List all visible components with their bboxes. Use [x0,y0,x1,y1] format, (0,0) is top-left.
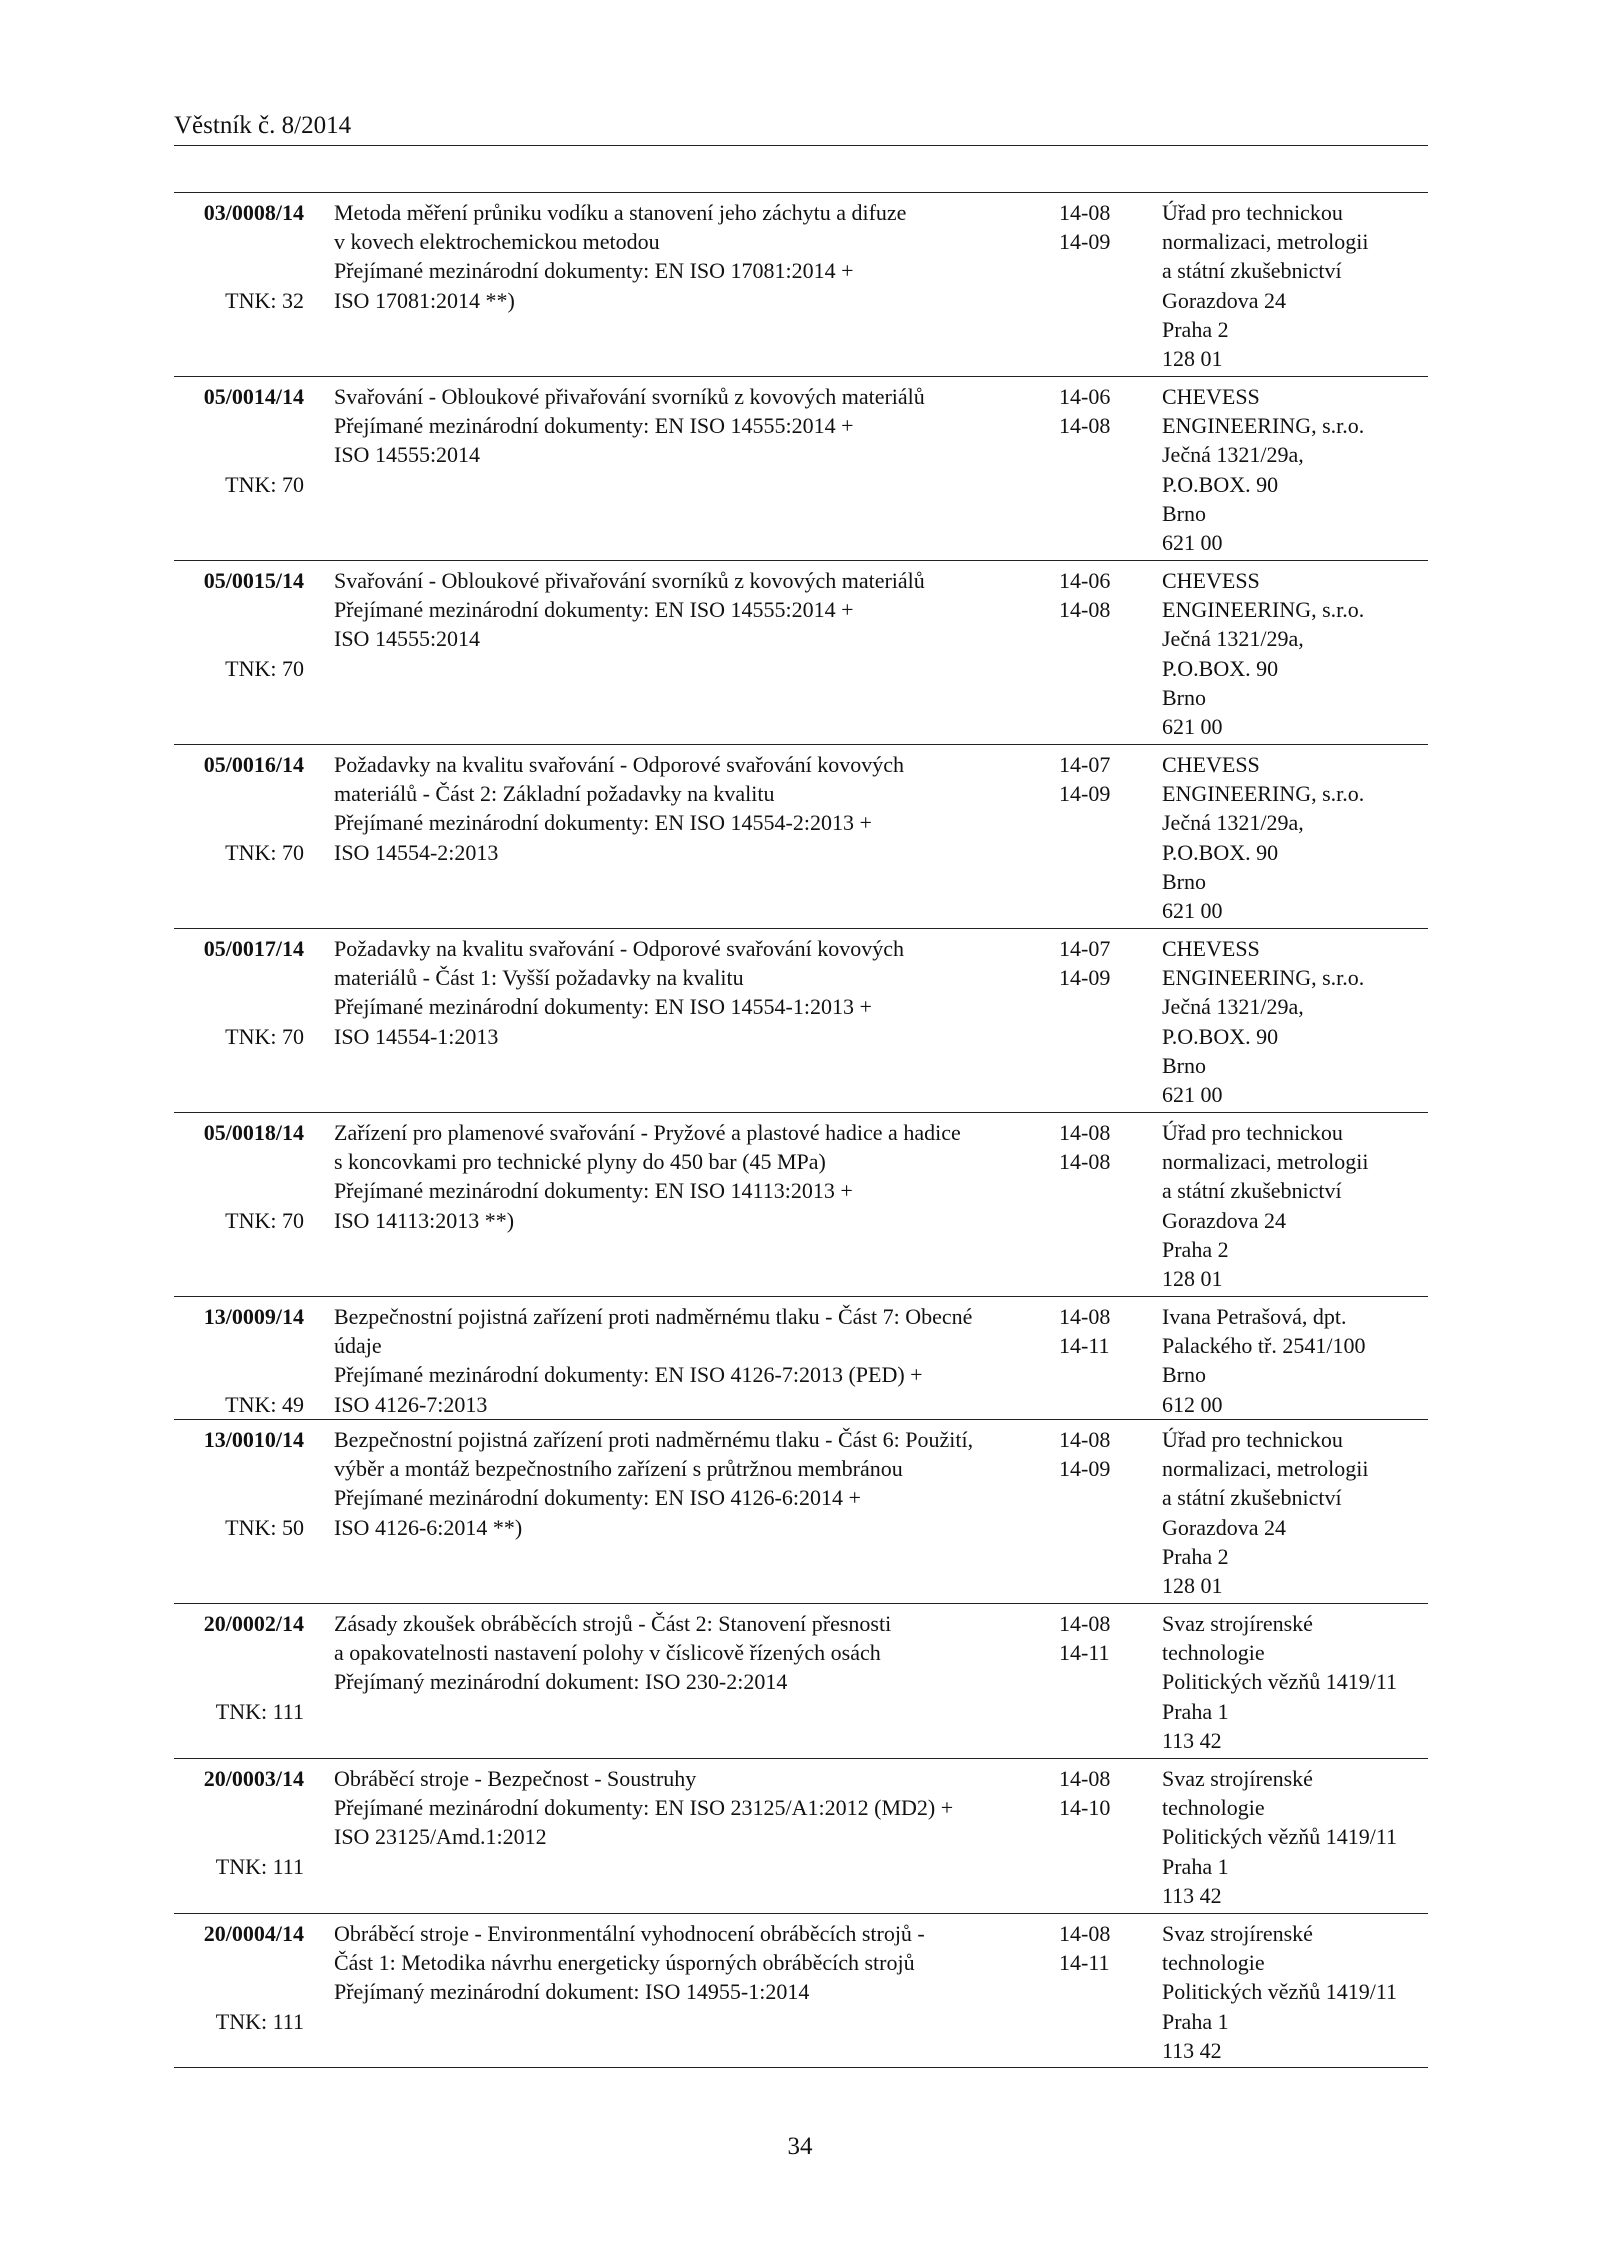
record-dates [1059,382,1139,440]
description-line: ISO 14554-2:2013 [334,839,499,865]
description-line: ISO 14555:2014 [334,442,481,468]
record-dates [1059,566,1139,624]
organization-line: Brno [1162,868,1206,894]
organization-line: Praha 1 [1162,2008,1229,2034]
description-line: Metoda měření průniku vodíku a stanovení jeho záchytu a difuze [334,200,907,225]
description-line: ISO 14555:2014 [334,626,481,652]
organization-line: 621 00 [1162,714,1223,740]
description-line: Přejímaný mezinárodní dokument: ISO 230-2:2014 [334,1669,788,1695]
standard-record [174,376,1428,560]
organization-line: Ječná 1321/29a, [1162,442,1304,468]
description-line: údaje [334,1333,382,1359]
description-line: Svařování - Obloukové přivařování svorníků z kovových materiálů [334,568,925,593]
standard-record [174,1603,1428,1758]
standard-record [174,1296,1428,1419]
record-id-cell [174,1425,304,1600]
record-dates [1059,1118,1139,1176]
record-tnk: TNK: 70 [225,655,304,681]
description-line: Přejímaný mezinárodní dokument: ISO 14955-1:2014 [334,1979,810,2005]
record-id-cell [174,1302,304,1419]
description-line: Zařízení pro plamenové svařování - Pryžové a plastové hadice a hadice [334,1120,961,1145]
record-tnk: TNK: 50 [225,1514,304,1540]
record-number: 05/0018/14 [203,1120,304,1145]
record-dates [1059,198,1139,256]
record-organization [1162,934,1428,1109]
standard-record [174,928,1428,1112]
organization-line: Gorazdova 24 [1162,287,1287,313]
record-id-cell [174,566,304,741]
record-number: 20/0003/14 [203,1766,304,1791]
organization-line: technologie [1162,1950,1265,1976]
description-line: Požadavky na kvalitu svařování - Odporové svařování kovových [334,936,905,961]
record-organization [1162,1425,1428,1600]
organization-line: Praha 2 [1162,316,1229,342]
record-number: 13/0009/14 [203,1304,304,1329]
organization-line: P.O.BOX. 90 [1162,1023,1279,1049]
description-line: Požadavky na kvalitu svařování - Odporové svařování kovových [334,752,905,777]
description-line: v kovech elektrochemickou metodou [334,229,660,255]
record-id-cell [174,1118,304,1293]
standard-record [174,560,1428,744]
organization-line: CHEVESS [1162,384,1260,409]
record-id-cell [174,750,304,925]
record-id-cell [174,1764,304,1910]
header-divider [174,145,1428,146]
record-tnk: TNK: 70 [225,1023,304,1049]
record-organization [1162,1609,1428,1755]
record-number: 05/0015/14 [203,568,304,593]
description-line: Přejímané mezinárodní dokumenty: EN ISO 14554-2:2013 + [334,810,872,836]
description-line: Přejímané mezinárodní dokumenty: EN ISO 14555:2014 + [334,413,854,439]
record-number: 03/0008/14 [203,200,304,225]
organization-line: CHEVESS [1162,568,1260,593]
organization-line: 113 42 [1162,1727,1222,1753]
page-number: 34 [787,2133,813,2160]
organization-line: Svaz strojírenské [1162,1921,1313,1946]
date-end: 14-08 [1059,1149,1111,1175]
record-tnk: TNK: 32 [225,287,304,313]
organization-line: Politických vězňů 1419/11 [1162,1669,1398,1695]
organization-line: P.O.BOX. 90 [1162,471,1279,497]
description-line: Přejímané mezinárodní dokumenty: EN ISO 4126-7:2013 (PED) + [334,1362,923,1388]
record-organization [1162,1764,1428,1910]
organization-line: ENGINEERING, s.r.o. [1162,413,1365,439]
record-tnk: TNK: 111 [215,1853,304,1879]
organization-line: ENGINEERING, s.r.o. [1162,781,1365,807]
organization-line: a státní zkušebnictví [1162,1178,1342,1204]
description-line: ISO 14113:2013 **) [334,1207,515,1233]
record-organization [1162,382,1428,557]
organization-line: technologie [1162,1795,1265,1821]
record-organization [1162,1919,1428,2065]
organization-line: Úřad pro technickou [1162,1427,1343,1452]
date-end: 14-08 [1059,597,1111,623]
organization-line: 621 00 [1162,1082,1223,1108]
record-number: 13/0010/14 [203,1427,304,1452]
organization-line: 128 01 [1162,346,1223,372]
organization-line: 621 00 [1162,530,1223,556]
organization-line: ENGINEERING, s.r.o. [1162,597,1365,623]
record-tnk: TNK: 70 [225,1207,304,1233]
organization-line: CHEVESS [1162,936,1260,961]
description-line: ISO 23125/Amd.1:2012 [334,1824,547,1850]
date-end: 14-09 [1059,965,1111,991]
record-id-cell [174,934,304,1109]
record-number: 05/0016/14 [203,752,304,777]
date-start: 14-07 [1059,936,1111,961]
organization-line: P.O.BOX. 90 [1162,839,1279,865]
record-number: 05/0014/14 [203,384,304,409]
organization-line: 621 00 [1162,898,1223,924]
organization-line: normalizaci, metrologii [1162,1149,1369,1175]
description-line: Přejímané mezinárodní dokumenty: EN ISO 14554-1:2013 + [334,994,872,1020]
record-tnk: TNK: 70 [225,471,304,497]
organization-line: Gorazdova 24 [1162,1514,1287,1540]
standard-record [174,192,1428,376]
record-dates [1059,1425,1139,1483]
record-dates [1059,750,1139,808]
organization-line: 113 42 [1162,1882,1222,1908]
organization-line: Úřad pro technickou [1162,1120,1343,1145]
record-tnk: TNK: 111 [215,2008,304,2034]
organization-line: CHEVESS [1162,752,1260,777]
date-start: 14-07 [1059,752,1111,777]
description-line: materiálů - Část 2: Základní požadavky na kvalitu [334,781,775,807]
description-line: a opakovatelnosti nastavení polohy v číslicově řízených osách [334,1640,881,1666]
description-line: s koncovkami pro technické plyny do 450 bar (45 MPa) [334,1149,826,1175]
standard-record [174,1419,1428,1603]
organization-line: Úřad pro technickou [1162,200,1343,225]
organization-line: 128 01 [1162,1266,1223,1292]
date-start: 14-08 [1059,1427,1111,1452]
organization-line: ENGINEERING, s.r.o. [1162,965,1365,991]
organization-line: a státní zkušebnictví [1162,258,1342,284]
organization-line: 128 01 [1162,1573,1223,1599]
record-number: 20/0004/14 [203,1921,304,1946]
date-start: 14-08 [1059,1120,1111,1145]
date-start: 14-08 [1059,1766,1111,1791]
organization-line: Politických vězňů 1419/11 [1162,1824,1398,1850]
date-start: 14-08 [1059,1611,1111,1636]
description-line: ISO 4126-7:2013 [334,1391,488,1417]
date-start: 14-08 [1059,200,1111,225]
record-dates [1059,1302,1139,1360]
date-start: 14-08 [1059,1304,1111,1329]
organization-line: Ječná 1321/29a, [1162,810,1304,836]
description-line: Přejímané mezinárodní dokumenty: EN ISO 23125/A1:2012 (MD2) + [334,1795,954,1821]
organization-line: a státní zkušebnictví [1162,1485,1342,1511]
record-dates [1059,1609,1139,1667]
description-line: Svařování - Obloukové přivařování svorníků z kovových materiálů [334,384,925,409]
standard-record [174,1913,1428,2068]
organization-line: Svaz strojírenské [1162,1766,1313,1791]
standards-table [174,192,1428,2068]
record-organization [1162,566,1428,741]
description-line: ISO 4126-6:2014 **) [334,1514,523,1540]
record-tnk: TNK: 49 [225,1391,304,1417]
description-line: Obráběcí stroje - Environmentální vyhodnocení obráběcích strojů - [334,1921,925,1946]
description-line: Přejímané mezinárodní dokumenty: EN ISO 4126-6:2014 + [334,1485,861,1511]
record-dates [1059,1919,1139,1977]
record-organization [1162,750,1428,925]
date-start: 14-08 [1059,1921,1111,1946]
organization-line: normalizaci, metrologii [1162,229,1369,255]
organization-line: Praha 1 [1162,1698,1229,1724]
description-line: Část 1: Metodika návrhu energeticky úsporných obráběcích strojů [334,1950,915,1976]
standard-record [174,744,1428,928]
record-id-cell [174,1919,304,2065]
record-tnk: TNK: 70 [225,839,304,865]
description-line: Přejímané mezinárodní dokumenty: EN ISO 14555:2014 + [334,597,854,623]
record-number: 05/0017/14 [203,936,304,961]
organization-line: Brno [1162,1052,1206,1078]
date-end: 14-10 [1059,1795,1111,1821]
record-id-cell [174,198,304,373]
record-tnk: TNK: 111 [215,1698,304,1724]
organization-line: Ječná 1321/29a, [1162,626,1304,652]
organization-line: 113 42 [1162,2037,1222,2063]
record-id-cell [174,382,304,557]
organization-line: Palackého tř. 2541/100 [1162,1333,1366,1359]
description-line: Bezpečnostní pojistná zařízení proti nadměrnému tlaku - Část 6: Použití, [334,1427,974,1452]
date-end: 14-09 [1059,1456,1111,1482]
organization-line: Praha 2 [1162,1236,1229,1262]
page-header-title: Věstník č. 8/2014 [174,112,352,139]
organization-line: Praha 2 [1162,1543,1229,1569]
record-organization [1162,198,1428,373]
organization-line: Brno [1162,1362,1206,1388]
description-line: materiálů - Část 1: Vyšší požadavky na kvalitu [334,965,744,991]
description-line: ISO 17081:2014 **) [334,287,515,313]
description-line: výběr a montáž bezpečnostního zařízení s průtržnou membránou [334,1456,903,1482]
description-line: ISO 14554-1:2013 [334,1023,499,1049]
standard-record [174,1112,1428,1296]
organization-line: Ivana Petrašová, dpt. [1162,1304,1347,1329]
date-end: 14-09 [1059,229,1111,255]
organization-line: Gorazdova 24 [1162,1207,1287,1233]
date-end: 14-08 [1059,413,1111,439]
organization-line: P.O.BOX. 90 [1162,655,1279,681]
date-start: 14-06 [1059,568,1111,593]
organization-line: Ječná 1321/29a, [1162,994,1304,1020]
organization-line: technologie [1162,1640,1265,1666]
record-number: 20/0002/14 [203,1611,304,1636]
record-organization [1162,1118,1428,1293]
date-end: 14-09 [1059,781,1111,807]
organization-line: Brno [1162,500,1206,526]
organization-line: normalizaci, metrologii [1162,1456,1369,1482]
date-start: 14-06 [1059,384,1111,409]
standard-record [174,1758,1428,1913]
record-organization [1162,1302,1428,1419]
description-line: Přejímané mezinárodní dokumenty: EN ISO 17081:2014 + [334,258,854,284]
organization-line: Praha 1 [1162,1853,1229,1879]
description-line: Bezpečnostní pojistná zařízení proti nadměrnému tlaku - Část 7: Obecné [334,1304,973,1329]
date-end: 14-11 [1059,1333,1110,1359]
record-dates [1059,1764,1139,1822]
description-line: Přejímané mezinárodní dokumenty: EN ISO 14113:2013 + [334,1178,853,1204]
description-line: Obráběcí stroje - Bezpečnost - Soustruhy [334,1766,697,1791]
date-end: 14-11 [1059,1640,1110,1666]
record-dates [1059,934,1139,992]
description-line: Zásady zkoušek obráběcích strojů - Část 2: Stanovení přesnosti [334,1611,892,1636]
date-end: 14-11 [1059,1950,1110,1976]
record-id-cell [174,1609,304,1755]
organization-line: Politických vězňů 1419/11 [1162,1979,1398,2005]
organization-line: Svaz strojírenské [1162,1611,1313,1636]
organization-line: Brno [1162,684,1206,710]
organization-line: 612 00 [1162,1391,1223,1417]
